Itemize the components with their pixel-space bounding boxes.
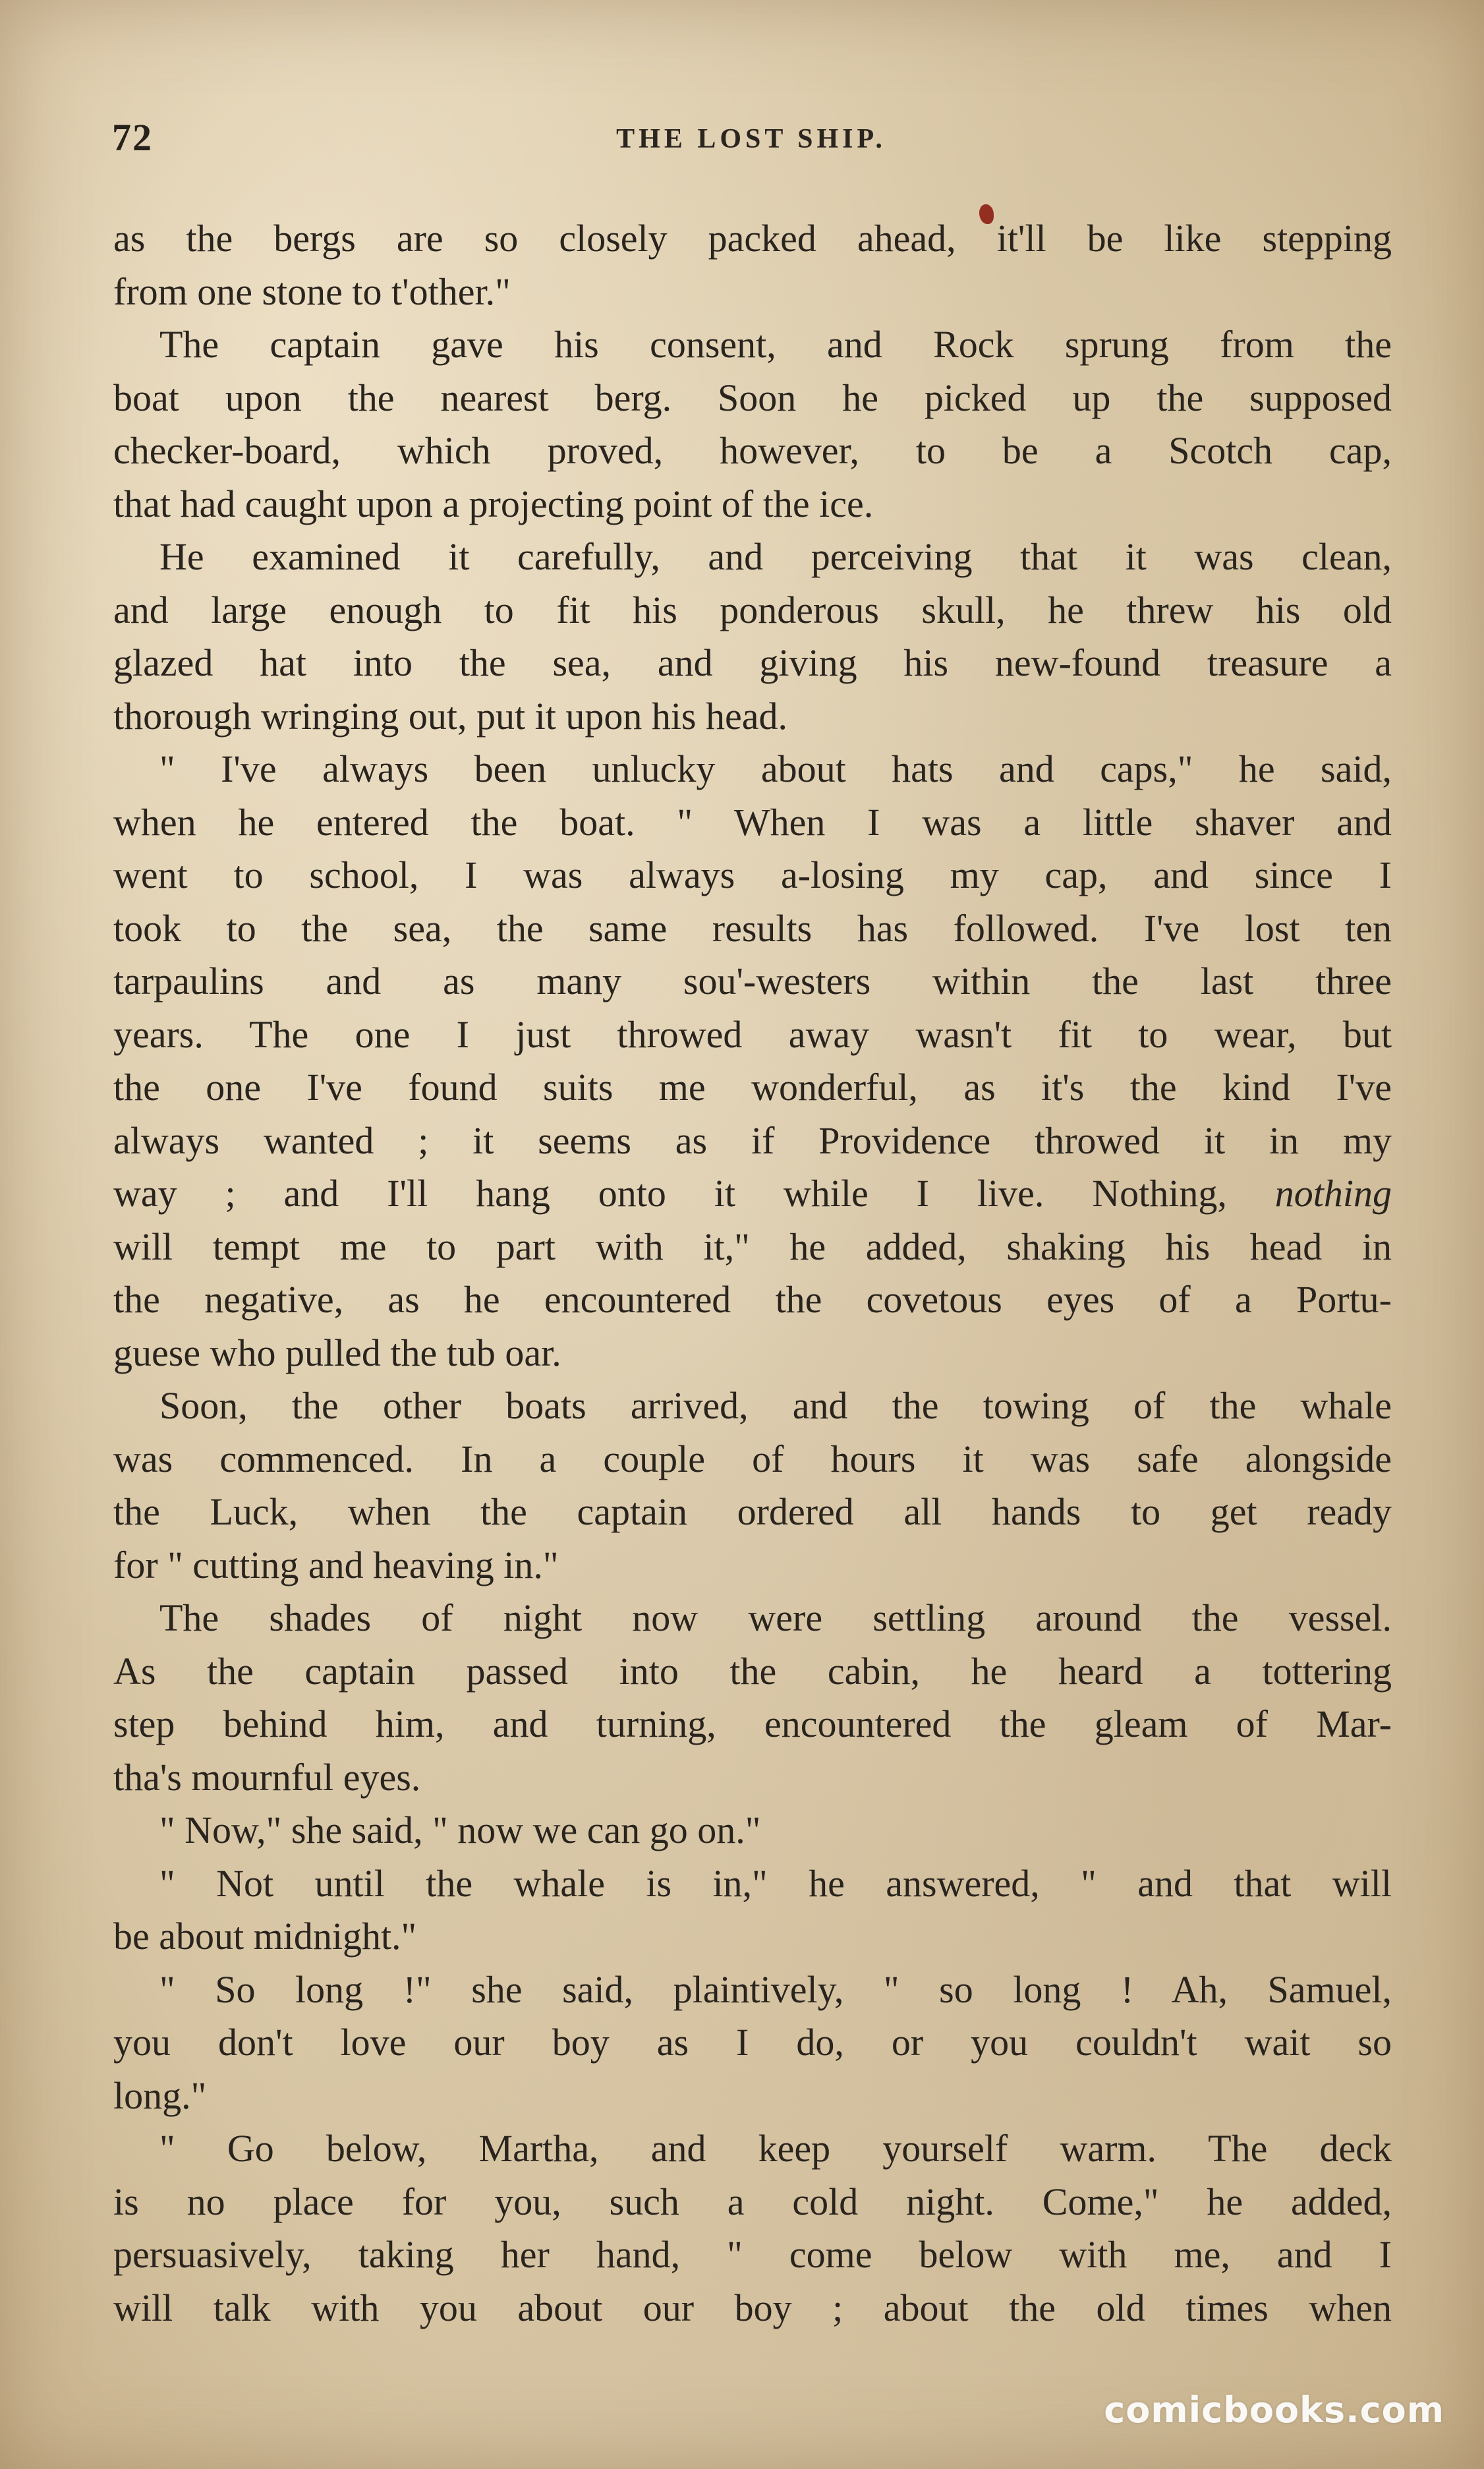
text-line: tarpaulins and as many sou'-westers within the last three: [113, 960, 1392, 1002]
text-line: you don't love our boy as I do, or you couldn't wait so: [113, 2021, 1392, 2064]
text-line: " I've always been unlucky about hats and caps," he said,: [159, 747, 1392, 790]
text-line: tha's mournful eyes.: [113, 1755, 421, 1799]
text-line: As the captain passed into the cabin, he heard a tottering: [113, 1649, 1392, 1693]
text-line: years. The one I just throwed away wasn't fit to wear, but: [113, 1012, 1392, 1056]
text-line: when he entered the boat. " When I was a little shaver and: [113, 800, 1392, 844]
italic-word: nothing: [1274, 1172, 1392, 1215]
text-line: the Luck, when the captain ordered all hands to get ready: [113, 1490, 1392, 1533]
text-line: step behind him, and turning, encountered the gleam of Mar-: [113, 1702, 1392, 1745]
text-line: boat upon the nearest berg. Soon he picked up the supposed: [113, 376, 1392, 419]
text-line: Soon, the other boats arrived, and the towing of the whale: [159, 1384, 1392, 1427]
text-line: that had caught upon a projecting point of the ice.: [113, 482, 874, 525]
text-line: the one I've found suits me wonderful, as it's the kind I've: [113, 1066, 1392, 1109]
text-line: for " cutting and heaving in.": [113, 1543, 559, 1586]
page-header: [112, 115, 1390, 168]
text-span: way ; and I'll hang onto it while I live. Nothing,: [113, 1172, 1227, 1215]
text-line: will talk with you about our boy ; about the old times when: [113, 2286, 1392, 2329]
text-line: as the bergs are so closely packed ahead, it'll be like stepping: [113, 217, 1392, 260]
text-line: " Not until the whale is in," he answered, " and that will: [159, 1861, 1392, 1905]
text-line: from one stone to t'other.": [113, 270, 511, 313]
text-line: thorough wringing out, put it upon his head.: [113, 694, 787, 738]
text-line: was commenced. In a couple of hours it was safe alongside: [113, 1437, 1392, 1480]
running-title: THE LOST SHIP.: [616, 124, 886, 154]
text-line: checker-board, which proved, however, to be a Scotch cap,: [113, 429, 1392, 472]
text-line: long.": [113, 2074, 207, 2117]
text-line: " Now," she said, " now we can go on.": [159, 1809, 761, 1851]
text-line: The captain gave his consent, and Rock sprung from the: [159, 323, 1392, 366]
text-line: [113, 1167, 1392, 1221]
text-line: be about midnight.": [113, 1915, 417, 1958]
body-text: [113, 212, 1392, 2335]
text-line: and large enough to fit his ponderous skull, he threw his old: [113, 588, 1392, 631]
text-line: persuasively, taking her hand, " come below with me, and I: [113, 2233, 1392, 2276]
text-line: the negative, as he encountered the covetous eyes of a Portu-: [113, 1278, 1392, 1321]
text-line: glazed hat into the sea, and giving his new-found treasure a: [113, 641, 1392, 684]
text-line: The shades of night now were settling around the vessel.: [159, 1596, 1392, 1639]
text-line: guese who pulled the tub oar.: [113, 1331, 561, 1374]
text-line: took to the sea, the same results has followed. I've lost ten: [113, 906, 1392, 950]
text-line: went to school, I was always a-losing my cap, and since I: [113, 854, 1392, 896]
text-line: " Go below, Martha, and keep yourself warm. The deck: [159, 2127, 1392, 2170]
page-number: 72: [112, 116, 153, 159]
text-line: will tempt me to part with it," he added, shaking his head in: [113, 1225, 1392, 1268]
text-line: He examined it carefully, and perceiving that it was clean,: [159, 535, 1392, 578]
text-line: " So long !" she said, plaintively, " so long ! Ah, Samuel,: [159, 1967, 1392, 2011]
watermark: comicbooks.com: [1104, 2389, 1444, 2431]
text-line: is no place for you, such a cold night. Come," he added,: [113, 2180, 1392, 2223]
text-line: always wanted ; it seems as if Providence throwed it in my: [113, 1118, 1392, 1162]
